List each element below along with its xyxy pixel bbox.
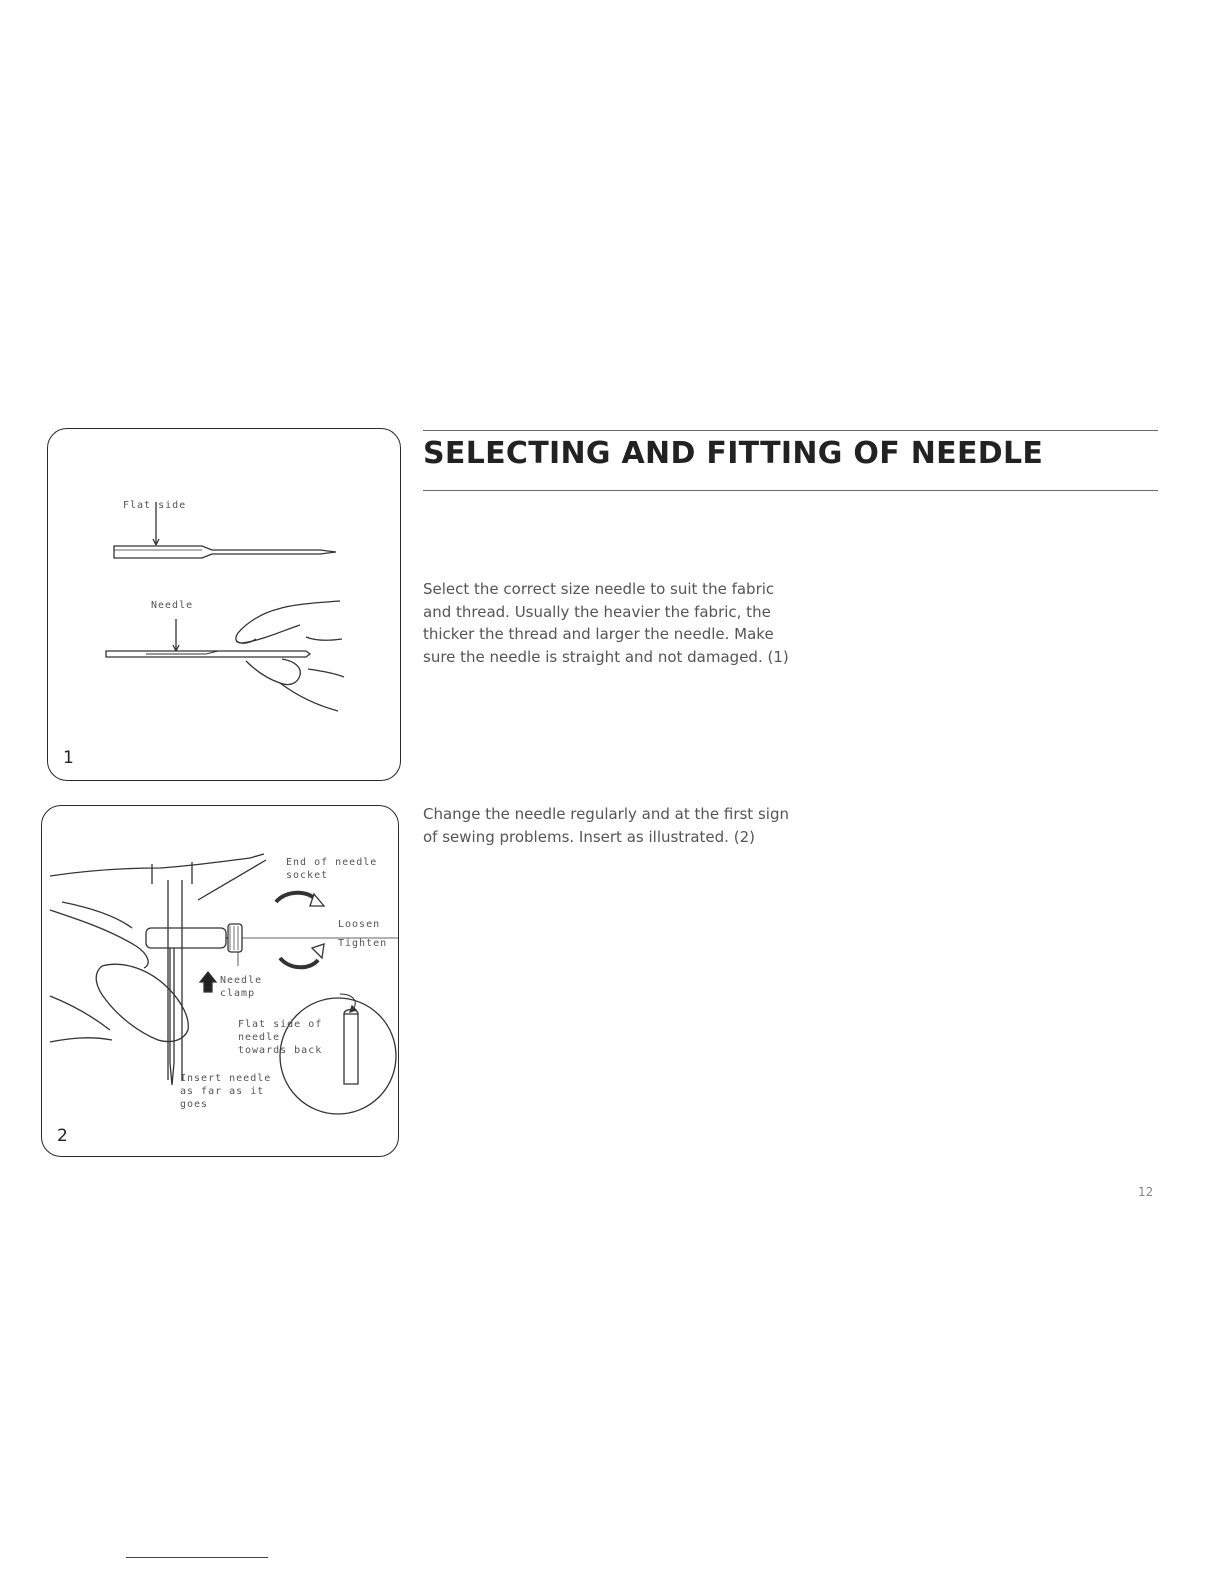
figure-1-needle-illustration xyxy=(47,428,401,781)
label-needle: Needle xyxy=(151,600,194,611)
needle-drawing xyxy=(48,429,400,780)
title-rule-top xyxy=(423,430,1158,431)
page-title: SELECTING AND FITTING OF NEEDLE xyxy=(423,436,1044,471)
figure-2-needle-insertion xyxy=(41,805,399,1157)
figure-number: 2 xyxy=(57,1126,68,1146)
paragraph-select-needle: Select the correct size needle to suit the fabric and thread. Usually the heavier the fabric, the thicker the thread and larger the needle. Make sure the needle is straight and not damaged. (1) xyxy=(423,580,789,666)
label-flat-side: Flat side xyxy=(123,500,187,511)
page-number: 12 xyxy=(1138,1185,1154,1199)
footer-link-rule xyxy=(126,1557,268,1558)
label-flat-side-towards-back: Flat side of needle towards back xyxy=(238,1019,323,1056)
label-insert-needle: Insert needle as far as it goes xyxy=(180,1073,272,1110)
figure-number: 1 xyxy=(63,748,74,768)
paragraph-change-needle: Change the needle regularly and at the first sign of sewing problems. Insert as illustrated. (2) xyxy=(423,805,789,846)
label-end-of-needle-socket: End of needle socket xyxy=(286,857,378,881)
label-needle-clamp: Needle clamp xyxy=(220,975,263,999)
label-loosen: Loosen xyxy=(338,919,381,930)
label-tighten: Tighten xyxy=(338,938,388,949)
title-rule-bottom xyxy=(423,490,1158,491)
